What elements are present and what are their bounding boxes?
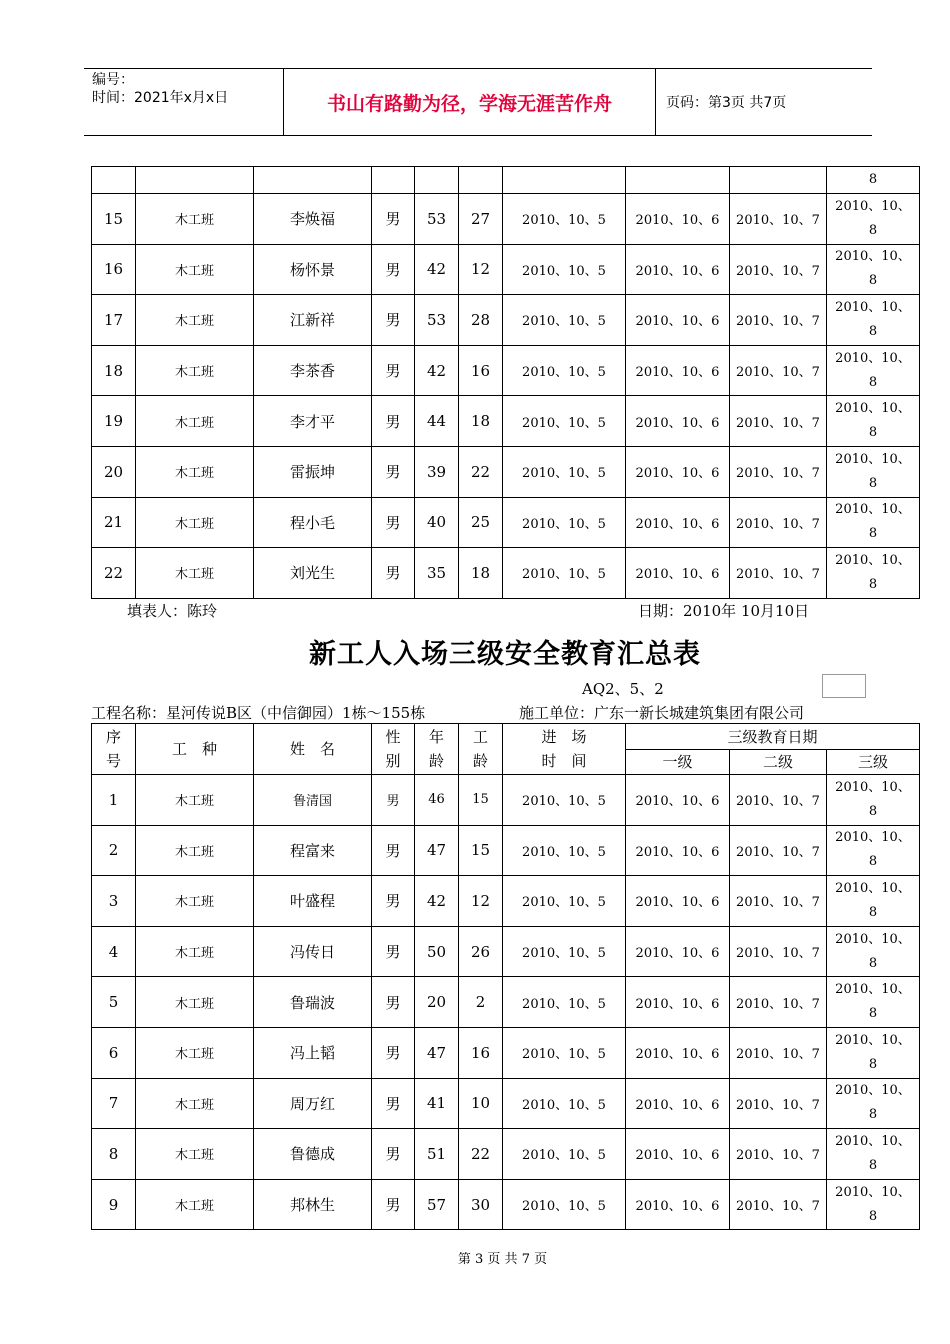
cell-name: 雷振坤 — [254, 446, 372, 497]
cell-trade: 木工班 — [136, 825, 254, 876]
cell-trade: 木工班 — [136, 194, 254, 245]
cell-age: 53 — [415, 194, 459, 245]
table-row — [92, 244, 920, 295]
cell-name: 李茶香 — [254, 345, 372, 396]
cell-years: 18 — [459, 396, 503, 447]
header-motto: 书山有路勤为径，学海无涯苦作舟 — [284, 69, 656, 135]
cell-name: 刘光生 — [254, 548, 372, 599]
table-row — [92, 876, 920, 927]
cell-sex: 男 — [372, 1027, 415, 1078]
cell-third-level-date: 2010、10、 8 — [827, 825, 920, 876]
cell-trade: 木工班 — [136, 1179, 254, 1230]
cell-third-level-date: 2010、10、 8 — [827, 244, 920, 295]
table-row — [92, 1179, 920, 1230]
cell-index: 17 — [92, 295, 136, 346]
cell-age: 47 — [415, 1027, 459, 1078]
table-row — [92, 548, 920, 599]
cell-index: 2 — [92, 825, 136, 876]
cell-name: 杨怀景 — [254, 244, 372, 295]
cell-trade: 木工班 — [136, 1129, 254, 1180]
cell-age: 46 — [415, 775, 459, 826]
cell-index: 15 — [92, 194, 136, 245]
fill-date: 日期：2010年 10月10日 — [638, 602, 810, 620]
cell-sex: 男 — [372, 825, 415, 876]
page-header — [84, 68, 872, 136]
cell-index: 21 — [92, 497, 136, 548]
cell-third-level-date: 2010、10、 8 — [827, 446, 920, 497]
header-sex-text: 性 别 — [385, 728, 401, 770]
cell-second-level-date: 2010、10、7 — [730, 876, 827, 927]
cell-second-level-date: 2010、10、7 — [730, 1078, 827, 1129]
header-education-dates: 三级教育日期 — [626, 724, 920, 750]
cell-years: 25 — [459, 497, 503, 548]
cell-trade: 木工班 — [136, 977, 254, 1028]
table-header-row-1 — [92, 724, 920, 750]
header-level-3: 三级 — [827, 750, 920, 775]
cell-index: 3 — [92, 876, 136, 927]
cell-first-level-date: 2010、10、6 — [626, 446, 730, 497]
cell-entry-date: 2010、10、5 — [503, 1027, 626, 1078]
cell-first-level-date: 2010、10、6 — [626, 1179, 730, 1230]
cell-trade: 木工班 — [136, 345, 254, 396]
cell-years: 16 — [459, 1027, 503, 1078]
cell-first-level-date: 2010、10、6 — [626, 825, 730, 876]
cell-age: 20 — [415, 977, 459, 1028]
cell-age: 51 — [415, 1129, 459, 1180]
cell-second-level-date: 2010、10、7 — [730, 446, 827, 497]
cell-second-level-date: 2010、10、7 — [730, 548, 827, 599]
cell-sex: 男 — [372, 295, 415, 346]
cell-second-level-date: 2010、10、7 — [730, 497, 827, 548]
cell-entry-date: 2010、10、5 — [503, 1129, 626, 1180]
cell-age: 57 — [415, 1179, 459, 1230]
cell-entry-date: 2010、10、5 — [503, 876, 626, 927]
cell-index: 20 — [92, 446, 136, 497]
form-title: 新工人入场三级安全教育汇总表 — [309, 639, 701, 670]
cell-entry-date: 2010、10、5 — [503, 548, 626, 599]
cell-years: 16 — [459, 345, 503, 396]
cell-name: 鲁德成 — [254, 1129, 372, 1180]
cell-years: 15 — [459, 775, 503, 826]
cell-sex: 男 — [372, 244, 415, 295]
cell-sex: 男 — [372, 876, 415, 927]
cell-first-level-date: 2010、10、6 — [626, 497, 730, 548]
table-row — [92, 345, 920, 396]
cell-name: 鲁瑞波 — [254, 977, 372, 1028]
cell-third-level-date: 2010、10、 8 — [827, 497, 920, 548]
cell-years: 30 — [459, 1179, 503, 1230]
header-entry-time — [503, 724, 626, 775]
cell-second-level-date: 2010、10、7 — [730, 244, 827, 295]
table-row — [92, 1078, 920, 1129]
cell-name: 程富来 — [254, 825, 372, 876]
project-name: 工程名称：星河传说B区（中信御园）1栋～155栋 — [91, 704, 426, 722]
cell-name: 李才平 — [254, 396, 372, 447]
cell-years: 10 — [459, 1078, 503, 1129]
cell-first-level-date: 2010、10、6 — [626, 977, 730, 1028]
cell-sex: 男 — [372, 446, 415, 497]
cell-age: 42 — [415, 876, 459, 927]
table-row — [92, 295, 920, 346]
cell-sex: 男 — [372, 775, 415, 826]
header-time: 时间：2021年x月x日 — [92, 90, 229, 106]
table-row-partial — [92, 167, 920, 194]
cell-age: 42 — [415, 244, 459, 295]
cell-entry-date: 2010、10、5 — [503, 194, 626, 245]
cell-years: 18 — [459, 548, 503, 599]
filled-by: 填表人：陈玲 — [127, 602, 218, 620]
header-meta — [84, 69, 284, 135]
cell-age: 44 — [415, 396, 459, 447]
cell-first-level-date: 2010、10、6 — [626, 926, 730, 977]
cell-age: 42 — [415, 345, 459, 396]
cell-age: 35 — [415, 548, 459, 599]
cell-second-level-date: 2010、10、7 — [730, 775, 827, 826]
table-row — [92, 396, 920, 447]
cell-years: 2 — [459, 977, 503, 1028]
cell-third-level-date: 2010、10、 8 — [827, 1179, 920, 1230]
header-age-text: 年 龄 — [428, 728, 444, 770]
cell-entry-date: 2010、10、5 — [503, 775, 626, 826]
cell-second-level-date: 2010、10、7 — [730, 926, 827, 977]
cell-third-level-date: 2010、10、 8 — [827, 548, 920, 599]
cell-entry-date: 2010、10、5 — [503, 1179, 626, 1230]
cell-first-level-date: 2010、10、6 — [626, 244, 730, 295]
cell-name: 程小毛 — [254, 497, 372, 548]
cell-second-level-date: 2010、10、7 — [730, 194, 827, 245]
table-row — [92, 446, 920, 497]
cell-entry-date: 2010、10、5 — [503, 497, 626, 548]
cell-third-level-date: 2010、10、 8 — [827, 396, 920, 447]
cell-third-level-date: 2010、10、 8 — [827, 345, 920, 396]
table-row — [92, 1027, 920, 1078]
cell-third-level-date: 2010、10、 8 — [827, 295, 920, 346]
table-row — [92, 1129, 920, 1180]
cell-index: 9 — [92, 1179, 136, 1230]
cell-name: 邦林生 — [254, 1179, 372, 1230]
cell-years: 22 — [459, 1129, 503, 1180]
cell-sex: 男 — [372, 977, 415, 1028]
header-entry-time-text: 进 场 时 间 — [541, 728, 587, 770]
header-age — [415, 724, 459, 775]
cell-first-level-date: 2010、10、6 — [626, 876, 730, 927]
header-years-text: 工 龄 — [472, 728, 488, 770]
header-trade: 工 种 — [136, 724, 254, 775]
cell-years: 26 — [459, 926, 503, 977]
header-index — [92, 724, 136, 775]
cell-third-level-date: 2010、10、 8 — [827, 876, 920, 927]
cell-sex: 男 — [372, 1129, 415, 1180]
cell-years: 27 — [459, 194, 503, 245]
cell-sex: 男 — [372, 194, 415, 245]
cell-index: 5 — [92, 977, 136, 1028]
construction-unit: 施工单位：广东一新长城建筑集团有限公司 — [519, 704, 805, 722]
header-sex — [372, 724, 415, 775]
cell-name: 江新祥 — [254, 295, 372, 346]
cell-name: 冯上韬 — [254, 1027, 372, 1078]
cell-first-level-date: 2010、10、6 — [626, 194, 730, 245]
cell-sex: 男 — [372, 1078, 415, 1129]
cell-age: 40 — [415, 497, 459, 548]
header-page: 页码：第3页 共7页 — [666, 95, 787, 111]
cell-age: 53 — [415, 295, 459, 346]
cell-entry-date: 2010、10、5 — [503, 345, 626, 396]
form-code-box — [822, 674, 866, 698]
cell-third-level-date: 2010、10、 8 — [827, 977, 920, 1028]
header-number: 编号： — [92, 72, 134, 88]
cell-third-level-date: 2010、10、 8 — [827, 775, 920, 826]
cell-entry-date: 2010、10、5 — [503, 977, 626, 1028]
table-row — [92, 497, 920, 548]
cell-second-level-date: 2010、10、7 — [730, 295, 827, 346]
cell-first-level-date: 2010、10、6 — [626, 396, 730, 447]
header-name: 姓 名 — [254, 724, 372, 775]
cell-entry-date: 2010、10、5 — [503, 1078, 626, 1129]
cell-third-level-date: 8 — [827, 167, 920, 194]
cell-sex: 男 — [372, 497, 415, 548]
cell-first-level-date: 2010、10、6 — [626, 548, 730, 599]
cell-age: 47 — [415, 825, 459, 876]
table-row — [92, 977, 920, 1028]
education-table — [91, 723, 920, 1230]
cell-trade: 木工班 — [136, 775, 254, 826]
cell-second-level-date: 2010、10、7 — [730, 977, 827, 1028]
cell-age: 50 — [415, 926, 459, 977]
cell-third-level-date: 2010、10、 8 — [827, 1078, 920, 1129]
cell-index: 1 — [92, 775, 136, 826]
cell-years: 28 — [459, 295, 503, 346]
cell-trade: 木工班 — [136, 244, 254, 295]
cell-second-level-date: 2010、10、7 — [730, 396, 827, 447]
cell-index: 7 — [92, 1078, 136, 1129]
cell-entry-date: 2010、10、5 — [503, 446, 626, 497]
cell-first-level-date: 2010、10、6 — [626, 295, 730, 346]
cell-trade: 木工班 — [136, 1027, 254, 1078]
cell-first-level-date: 2010、10、6 — [626, 345, 730, 396]
cell-index: 8 — [92, 1129, 136, 1180]
table-row — [92, 926, 920, 977]
header-level-1: 一级 — [626, 750, 730, 775]
cell-index: 16 — [92, 244, 136, 295]
cell-index: 18 — [92, 345, 136, 396]
cell-trade: 木工班 — [136, 396, 254, 447]
cell-years: 22 — [459, 446, 503, 497]
cell-sex: 男 — [372, 345, 415, 396]
table-row — [92, 775, 920, 826]
cell-trade: 木工班 — [136, 446, 254, 497]
header-level-2: 二级 — [730, 750, 827, 775]
cell-age: 41 — [415, 1078, 459, 1129]
cell-third-level-date: 2010、10、 8 — [827, 1129, 920, 1180]
cell-sex: 男 — [372, 548, 415, 599]
table-row — [92, 825, 920, 876]
cell-entry-date: 2010、10、5 — [503, 926, 626, 977]
header-years — [459, 724, 503, 775]
form-code: AQ2、5、2 — [582, 680, 664, 698]
cell-index: 4 — [92, 926, 136, 977]
cell-sex: 男 — [372, 396, 415, 447]
cell-index: 6 — [92, 1027, 136, 1078]
page-footer: 第 3 页 共 7 页 — [457, 1252, 548, 1267]
cell-second-level-date: 2010、10、7 — [730, 825, 827, 876]
education-table-continued — [91, 166, 920, 599]
cell-third-level-date: 2010、10、 8 — [827, 926, 920, 977]
cell-age: 39 — [415, 446, 459, 497]
cell-third-level-date: 2010、10、 8 — [827, 1027, 920, 1078]
cell-trade: 木工班 — [136, 548, 254, 599]
cell-years: 12 — [459, 244, 503, 295]
cell-trade: 木工班 — [136, 295, 254, 346]
cell-third-level-date: 2010、10、 8 — [827, 194, 920, 245]
cell-name: 冯传日 — [254, 926, 372, 977]
header-index-text: 序 号 — [105, 728, 121, 770]
cell-entry-date: 2010、10、5 — [503, 295, 626, 346]
cell-entry-date: 2010、10、5 — [503, 396, 626, 447]
cell-name: 李焕福 — [254, 194, 372, 245]
cell-trade: 木工班 — [136, 1078, 254, 1129]
cell-first-level-date: 2010、10、6 — [626, 775, 730, 826]
cell-years: 12 — [459, 876, 503, 927]
cell-trade: 木工班 — [136, 926, 254, 977]
cell-trade: 木工班 — [136, 497, 254, 548]
table-row — [92, 194, 920, 245]
cell-first-level-date: 2010、10、6 — [626, 1078, 730, 1129]
cell-first-level-date: 2010、10、6 — [626, 1027, 730, 1078]
cell-name: 鲁清国 — [254, 775, 372, 826]
cell-trade: 木工班 — [136, 876, 254, 927]
cell-first-level-date: 2010、10、6 — [626, 1129, 730, 1180]
cell-second-level-date: 2010、10、7 — [730, 1179, 827, 1230]
cell-sex: 男 — [372, 926, 415, 977]
cell-second-level-date: 2010、10、7 — [730, 1027, 827, 1078]
cell-index: 22 — [92, 548, 136, 599]
cell-second-level-date: 2010、10、7 — [730, 345, 827, 396]
cell-second-level-date: 2010、10、7 — [730, 1129, 827, 1180]
cell-index: 19 — [92, 396, 136, 447]
cell-entry-date: 2010、10、5 — [503, 244, 626, 295]
cell-years: 15 — [459, 825, 503, 876]
cell-sex: 男 — [372, 1179, 415, 1230]
cell-entry-date: 2010、10、5 — [503, 825, 626, 876]
cell-name: 叶盛程 — [254, 876, 372, 927]
cell-name: 周万红 — [254, 1078, 372, 1129]
